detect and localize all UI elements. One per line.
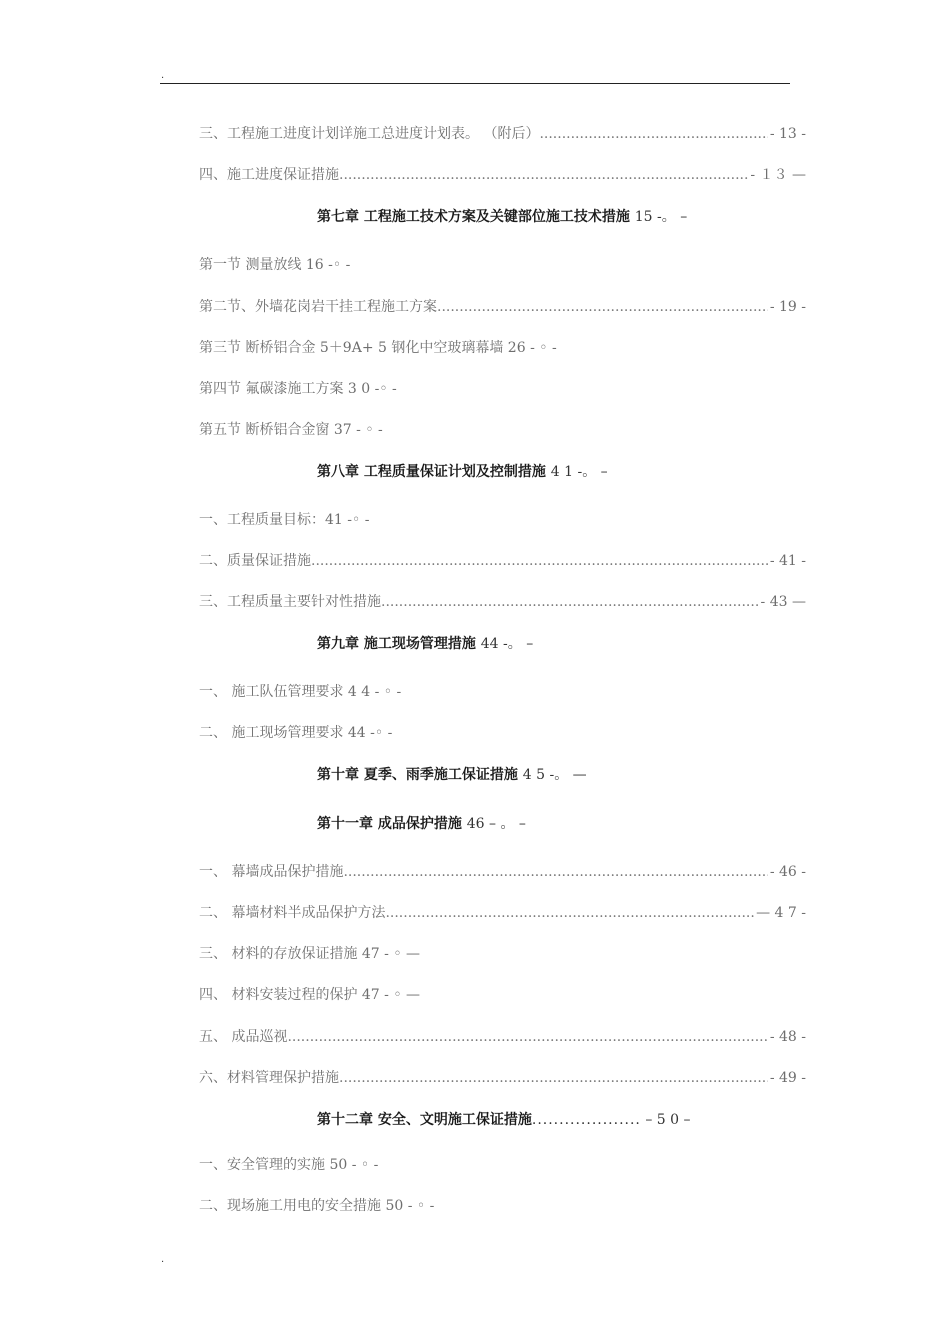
toc-leader-dots: [385, 904, 754, 922]
toc-entry: 第三节 断桥铝合金 5＋9A+ 5 钢化中空玻璃幕墙 26 - ◦ -: [199, 340, 557, 356]
chapter-title: 第九章 施工现场管理措施: [317, 636, 476, 652]
toc-entry-title: 二、 幕墙材料半成品保护方法: [199, 905, 386, 921]
toc-entry: 二、 施工现场管理要求 44 -◦ -: [199, 725, 393, 741]
chapter-page: 4 1 -。 –: [550, 464, 608, 480]
header-marker: .: [161, 70, 165, 81]
toc-leader-dots: [437, 298, 768, 316]
toc-entry-page: — 4 7 -: [756, 905, 806, 921]
toc-leader-dots: [311, 552, 768, 570]
toc-leader-dots: [539, 125, 767, 143]
toc-entry-title: 第二节、外墙花岗岩干挂工程施工方案: [199, 299, 437, 315]
chapter-leader-dots: ....................: [531, 1112, 641, 1128]
toc-chapter-heading: [317, 463, 608, 481]
chapter-page: 15 -。 –: [634, 209, 688, 225]
toc-leader-dots: [339, 1069, 768, 1087]
chapter-title: 第十章 夏季、雨季施工保证措施: [317, 767, 518, 783]
chapter-title: 第十一章 成品保护措施: [317, 816, 462, 832]
toc-entry-page: - 19 -: [769, 299, 806, 315]
toc-entry: [199, 125, 806, 143]
toc-chapter-heading: [317, 635, 533, 653]
toc-entry-title: 六、材料管理保护措施: [199, 1070, 339, 1086]
toc-chapter-heading: [317, 815, 526, 833]
toc-entry-page: - 43 —: [760, 594, 806, 610]
toc-entry-title: 三、工程质量主要针对性措施: [199, 594, 381, 610]
toc-entry: [199, 552, 806, 570]
toc-entry: [199, 1028, 806, 1046]
chapter-page: 4 5 -。 —: [522, 767, 587, 783]
chapter-page: 46 – 。 –: [466, 816, 526, 832]
toc-chapter-heading: [317, 1111, 691, 1129]
toc-entry: 三、 材料的存放保证措施 47 - ◦ —: [199, 946, 421, 962]
chapter-page: 44 -。 –: [480, 636, 534, 652]
toc-entry: 一、安全管理的实施 50 - ◦ -: [199, 1157, 379, 1173]
toc-leader-dots: [287, 1028, 767, 1046]
chapter-title: 第十二章 安全、文明施工保证措施: [317, 1112, 532, 1128]
toc-entry-page: - １３ —: [750, 167, 806, 183]
toc-entry-page: - 48 -: [769, 1029, 806, 1045]
toc-entry-page: - 46 -: [769, 864, 806, 880]
toc-leader-dots: [339, 166, 748, 184]
toc-entry: 四、 材料安装过程的保护 47 - ◦ —: [199, 987, 421, 1003]
toc-entry-page: - 41 -: [769, 553, 806, 569]
toc-entry-title: 三、工程施工进度计划详施工总进度计划表。 （附后）: [199, 126, 540, 142]
toc-entry: [199, 593, 806, 611]
toc-entry: [199, 1069, 806, 1087]
toc-entry: 第五节 断桥铝合金窗 37 - ◦ -: [199, 422, 383, 438]
toc-entry-title: 四、施工进度保证措施: [199, 167, 339, 183]
header-rule: [160, 83, 790, 84]
toc-entry: [199, 863, 806, 881]
toc-entry: 一、 施工队伍管理要求 4 4 - ◦ -: [199, 684, 402, 700]
toc-entry: 二、现场施工用电的安全措施 50 - ◦ -: [199, 1198, 435, 1214]
toc-entry: 第一节 测量放线 16 -◦ -: [199, 257, 351, 273]
toc-entry-page: - 49 -: [769, 1070, 806, 1086]
toc-entry-title: 五、 成品巡视: [199, 1029, 288, 1045]
toc-chapter-heading: [317, 208, 687, 226]
toc-chapter-heading: [317, 766, 587, 784]
toc-entry: 第四节 氟碳漆施工方案 3 0 -◦ -: [199, 381, 397, 397]
toc-leader-dots: [343, 863, 767, 881]
chapter-page: – 5 0 –: [640, 1112, 691, 1128]
chapter-title: 第八章 工程质量保证计划及控制措施: [317, 464, 546, 480]
toc-entry-title: 一、 幕墙成品保护措施: [199, 864, 344, 880]
toc-entry: [199, 298, 806, 316]
chapter-title: 第七章 工程施工技术方案及关键部位施工技术措施: [317, 209, 630, 225]
toc-entry-title: 二、质量保证措施: [199, 553, 311, 569]
toc-entry: 一、工程质量目标：41 -◦ -: [199, 512, 370, 528]
toc-entry: [199, 166, 806, 184]
toc-entry: [199, 904, 806, 922]
toc-leader-dots: [381, 593, 759, 611]
footer-marker: .: [161, 1254, 165, 1265]
toc-entry-page: - 13 -: [769, 126, 806, 142]
